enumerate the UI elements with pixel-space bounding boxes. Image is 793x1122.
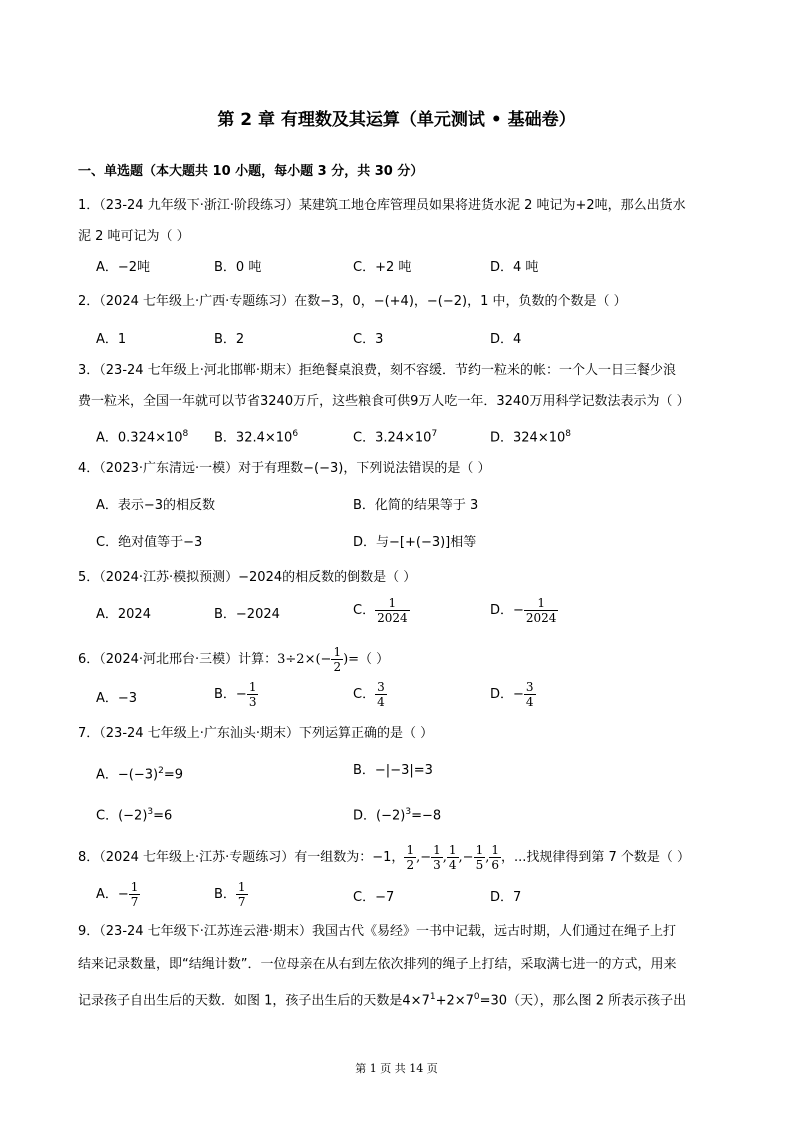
question-6: 6．（2024·河北邢台·三模）计算：3÷2×(− $\frac{1}{2}$ )=（ ） xyxy=(78,645,390,674)
option-d: D．$324\times 10^8$ xyxy=(490,429,571,446)
question-number: 4． xyxy=(78,461,100,476)
option-b: B．−2024 xyxy=(214,607,280,622)
question-number: 6． xyxy=(78,652,100,667)
question-8: 8．（2024 七年级上·江苏·专题练习）有一组数为：−1， $\frac{1}{2}$ ,− $\frac{1}{3}$ , $\frac{1}{4}$ ,− $\frac{1}{5}$ , $\frac{1}{6}$ ，...找规律得到第 7 个数是（ ） xyxy=(78,843,691,872)
fraction: $\frac{1}{3}$ xyxy=(248,680,257,709)
option-a: A．$-(-3)^2=9$ xyxy=(96,766,183,783)
option-a: A．1 xyxy=(96,332,127,347)
page-title: 第 2 章 有理数及其运算（单元测试 • 基础卷） xyxy=(217,110,576,130)
question-text: （2023·广东清远·一模）对于有理数−(−3)，下列说法错误的是（ ） xyxy=(99,461,491,476)
question-text: （23-24 七年级上·广东汕头·期末）下列运算正确的是（ ） xyxy=(99,726,434,741)
fraction: $\frac{1}{7}$ xyxy=(130,880,139,909)
option-a: A．表示−3的相反数 xyxy=(96,498,216,513)
option-c: C．3 xyxy=(353,332,384,347)
question-number: 7． xyxy=(78,726,100,741)
question-3-line2: 费一粒米，全国一年就可以节省3240万斤，这些粮食可供9万人吃一年．3240万用科学记数法表示为（ ） xyxy=(78,394,690,409)
page-footer: 第 1 页 共 14 页 xyxy=(355,1062,438,1075)
question-9-line2: 结来记录数量，即“结绳计数”．一位母亲在从右到左依次排列的绳子上打结，采取满七进一的方式，用来 xyxy=(78,957,677,972)
option-d: D．4 xyxy=(490,332,522,347)
option-c: C． $\frac{1}{2024}$ xyxy=(353,596,408,625)
option-c: C．绝对值等于−3 xyxy=(96,535,203,550)
question-number: 5． xyxy=(78,570,100,585)
question-text: （23-24 七年级上·河北邯郸·期末）拒绝餐桌浪费，刻不容缓．节约一粒米的帐：一个人一日三餐少浪 xyxy=(99,363,676,378)
fraction: $\frac{1}{3}$ xyxy=(433,843,441,872)
option-c: C．−7 xyxy=(353,890,395,905)
option-c: C．+2 吨 xyxy=(353,260,412,275)
fraction: $\frac{1}{4}$ xyxy=(448,843,457,872)
option-b: B．$32.4\times 10^6$ xyxy=(214,429,299,446)
question-1 xyxy=(78,196,686,216)
fraction: $\frac{3}{4}$ xyxy=(525,680,534,709)
fraction: $\frac{3}{4}$ xyxy=(377,680,385,709)
question-3 xyxy=(78,361,676,381)
question-9 xyxy=(78,922,676,942)
question-9-line3: 记录孩子自出生后的天数．如图 1，孩子出生后的天数是$4\times 7^1+2\times 7^0=30$（天），那么图 2 所表示孩子出 xyxy=(78,992,687,1009)
fraction: $\frac{1}{7}$ xyxy=(237,880,246,909)
fraction: $\frac{1}{2024}$ xyxy=(377,596,408,625)
question-text: （23-24 九年级下·浙江·阶段练习）某建筑工地仓库管理员如果将进货水泥 2 吨记为+2吨，那么出货水 xyxy=(99,198,686,213)
question-text: （2024·江苏·模拟预测）−2024的相反数的倒数是（ ） xyxy=(99,570,417,585)
question-2 xyxy=(78,292,627,312)
question-number: 8． xyxy=(78,850,100,865)
option-b: B．−|−3|=3 xyxy=(353,763,433,778)
option-c: C．$(-2)^3=6$ xyxy=(96,807,173,824)
option-a: A．$0.324\times 10^8$ xyxy=(96,429,189,446)
question-5 xyxy=(78,568,416,588)
option-d: D．7 xyxy=(490,890,522,905)
option-b: B．2 xyxy=(214,332,245,347)
question-text: （23-24 七年级下·江苏连云港·期末）我国古代《易经》一书中记载，远古时期，人们通过在绳子上打 xyxy=(99,924,676,939)
option-a: A．−2吨 xyxy=(96,260,151,275)
fraction: $\frac{1}{2}$ xyxy=(333,645,342,674)
question-4 xyxy=(78,459,490,479)
option-d: D．与−[+(−3)]相等 xyxy=(353,535,477,550)
option-c: C．$3.24\times 10^7$ xyxy=(353,429,438,446)
option-a: A．− $\frac{1}{7}$ xyxy=(96,880,139,909)
question-text: （2024 七年级上·广西·专题练习）在数−3，0，−(+4)，−(−2)，1 中，负数的个数是（ ） xyxy=(99,294,627,309)
option-b: B．化简的结果等于 3 xyxy=(353,498,479,513)
fraction: $\frac{1}{2024}$ xyxy=(525,596,557,625)
section-heading: 一、单选题（本大题共 10 小题，每小题 3 分，共 30 分） xyxy=(78,164,424,179)
option-b: B． $\frac{1}{7}$ xyxy=(214,880,246,909)
option-a: A．2024 xyxy=(96,607,151,622)
option-b: B．0 吨 xyxy=(214,260,262,275)
question-7 xyxy=(78,724,433,744)
option-d: D．− $\frac{1}{2024}$ xyxy=(490,596,557,625)
fraction: $\frac{1}{5}$ xyxy=(475,843,484,872)
option-d: D．4 吨 xyxy=(490,260,539,275)
option-d: D．− $\frac{3}{4}$ xyxy=(490,680,534,709)
option-c: C． $\frac{3}{4}$ xyxy=(353,680,385,709)
option-d: D．$(-2)^3=-8$ xyxy=(353,807,442,824)
question-number: 9． xyxy=(78,924,100,939)
fraction: $\frac{1}{2}$ xyxy=(406,843,415,872)
question-number: 3． xyxy=(78,363,100,378)
option-a: A．−3 xyxy=(96,691,138,706)
question-1-line2: 泥 2 吨可记为（ ） xyxy=(78,229,190,244)
question-number: 2． xyxy=(78,294,100,309)
option-b: B．− $\frac{1}{3}$ xyxy=(214,680,257,709)
fraction: $\frac{1}{6}$ xyxy=(491,843,499,872)
question-number: 1． xyxy=(78,198,100,213)
